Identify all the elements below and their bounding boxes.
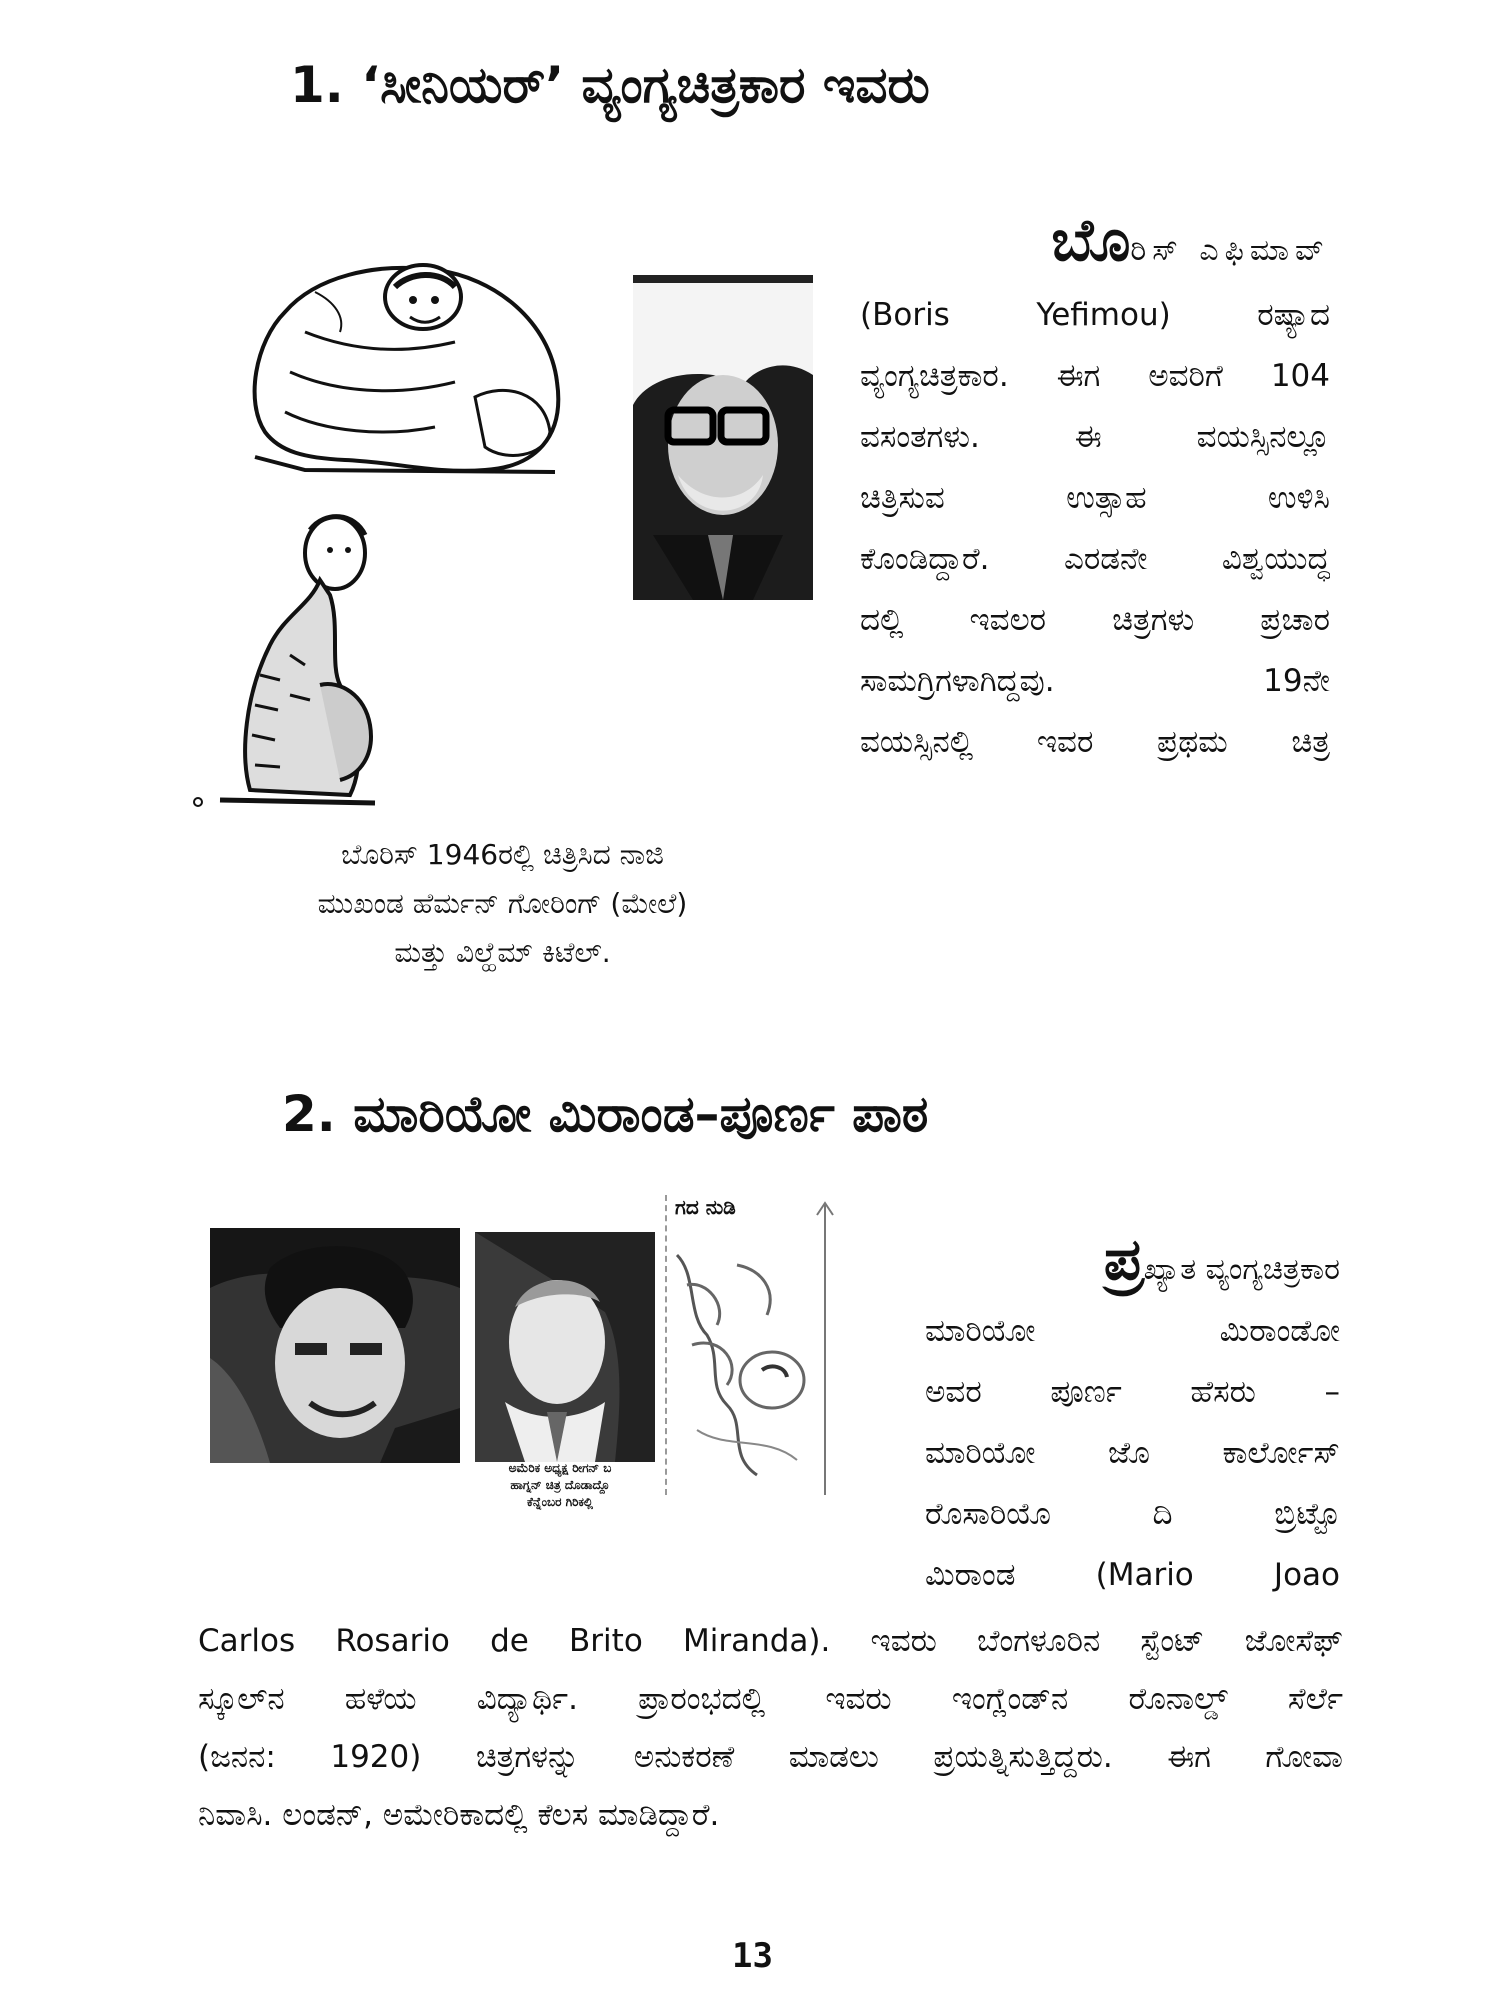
boris-line: ಚಿತ್ರಿಸುವ ಉತ್ಸಾಹ ಉಳಿಸಿ [860, 480, 1330, 516]
goering-cartoon-image [245, 232, 570, 477]
caption-line: ಮುಖಂಡ ಹೆರ್ಮನ್ ಗೋರಿಂಗ್ (ಮೇಲೆ) [317, 887, 688, 920]
boris-line: ಕೊಂಡಿದ್ದಾರೆ. ಎರಡನೇ ವಿಶ್ವಯುದ್ಧ [860, 541, 1330, 577]
reagan-caption-line: ಕೆನ್ನೆಂಬರ ಗಿರಿಕಲ್ಲಿ [527, 1495, 593, 1509]
reagan-photo [475, 1232, 655, 1462]
boris-lead-line [860, 210, 1330, 285]
mario-bio-paragraph [198, 1612, 1343, 1844]
paragraph-line: Carlos Rosario de Brito Miranda). ಇವರು ಬೆಂಗಳೂರಿನ ಸ್ಟೆಂಟ್ ಜೋಸೆಫ್ [198, 1623, 1343, 1659]
boris-line: ಸಾಮಗ್ರಿಗಳಾಗಿದ್ದವು. 19ನೇ [860, 663, 1330, 699]
mario-line: ಮಿರಾಂಡ (Mario Joao [925, 1557, 1340, 1593]
paragraph-line: ಸ್ಕೂಲ್‌ನ ಹಳೆಯ ವಿದ್ಯಾರ್ಥಿ. ಪ್ರಾರಂಭದಲ್ಲಿ ಇವರು ಇಂಗ್ಲೆಂಡ್‌ನ ರೊನಾಲ್ಡ್ ಸೆರ್ಲೆ [198, 1681, 1343, 1717]
page-number: 13 [732, 1936, 773, 1976]
paragraph-line: (ಜನನ: 1920) ಚಿತ್ರಗಳನ್ನು ಅನುಕರಣೆ ಮಾಡಲು ಪ್ರಯತ್ನಿಸುತ್ತಿದ್ದರು. ಈಗ ಗೋವಾ [198, 1739, 1343, 1775]
caption-line: ಮತ್ತು ವಿಲ್ಹೆಮ್ ಕಿಟೆಲ್. [394, 936, 611, 969]
boris-lead-rest: ರಿಸ್ ಎಫಿಮಾವ್ [1130, 233, 1330, 268]
mario-lead-rest: ಖ್ಯಾತ ವ್ಯಂಗ್ಯಚಿತ್ರಕಾರ [1143, 1252, 1340, 1287]
mario-line: ಅವರ ಪೂರ್ಣ ಹೆಸರು – [925, 1374, 1340, 1410]
boris-dropcap: ಬೊ [1051, 210, 1131, 274]
boris-line: ವ್ಯಂಗ್ಯಚಿತ್ರಕಾರ. ಈಗ ಅವರಿಗೆ 104 [860, 358, 1330, 394]
section-1-heading: 1. ‘ಸೀನಿಯರ್’ ವ್ಯಂಗ್ಯಚಿತ್ರಕಾರ ಇವರು [290, 56, 930, 114]
mario-dropcap: ಪ್ರ [1103, 1229, 1144, 1293]
boris-line: (Boris Yefimou) ರಷ್ಯಾದ [860, 297, 1330, 333]
mario-line: ರೊಸಾರಿಯೊ ದಿ ಬ್ರಿಟ್ಟೊ [925, 1496, 1340, 1532]
caption-line: ಬೊರಿಸ್ 1946ರಲ್ಲಿ ಚಿತ್ರಿಸಿದ ನಾಜಿ [341, 838, 664, 871]
section-2-heading: 2. ಮಾರಿಯೋ ಮಿರಾಂಡ–ಪೂರ್ಣ ಪಾಠ [282, 1085, 929, 1143]
boris-line: ವಸಂತಗಳು. ಈ ವಯಸ್ಸಿನಲ್ಲೂ [860, 419, 1330, 455]
keitel-cartoon-image [190, 505, 390, 815]
newspaper-clipping-image [665, 1195, 847, 1495]
boris-portrait-photo [633, 275, 813, 600]
reagan-photo-caption [470, 1460, 650, 1511]
mario-lead-line [925, 1229, 1340, 1301]
boris-line: ದಲ್ಲಿ ಇವಲರ ಚಿತ್ರಗಳು ಪ್ರಚಾರ [860, 602, 1330, 638]
mario-portrait-photo [210, 1228, 460, 1463]
mario-bio-column [925, 1229, 1340, 1606]
mario-line: ಮಾರಿಯೋ ಜೊ ಕಾರ್ಲೋಸ್ [925, 1435, 1340, 1471]
clipping-header: ಗದ ನುಡಿ [675, 1195, 736, 1219]
boris-bio [860, 210, 1330, 773]
mario-line: ಮಾರಿಯೋ ಮಿರಾಂಡೋ [925, 1313, 1340, 1349]
reagan-caption-line: ಅಮೆರಿಕ ಅಧ್ಯಕ್ಷ ರೀಗನ್ ಬ [508, 1461, 612, 1475]
reagan-caption-line: ಹಾಗ್ನನ್ ಚಿತ್ರ ದೊಡಾದ್ದೊ [510, 1478, 610, 1492]
cartoon-caption [215, 830, 790, 977]
paragraph-line: ನಿವಾಸಿ. ಲಂಡನ್, ಅಮೇರಿಕಾದಲ್ಲಿ ಕೆಲಸ ಮಾಡಿದ್ದಾರೆ. [198, 1797, 720, 1833]
boris-line: ವಯಸ್ಸಿನಲ್ಲಿ ಇವರ ಪ್ರಥಮ ಚಿತ್ರ [860, 724, 1330, 760]
